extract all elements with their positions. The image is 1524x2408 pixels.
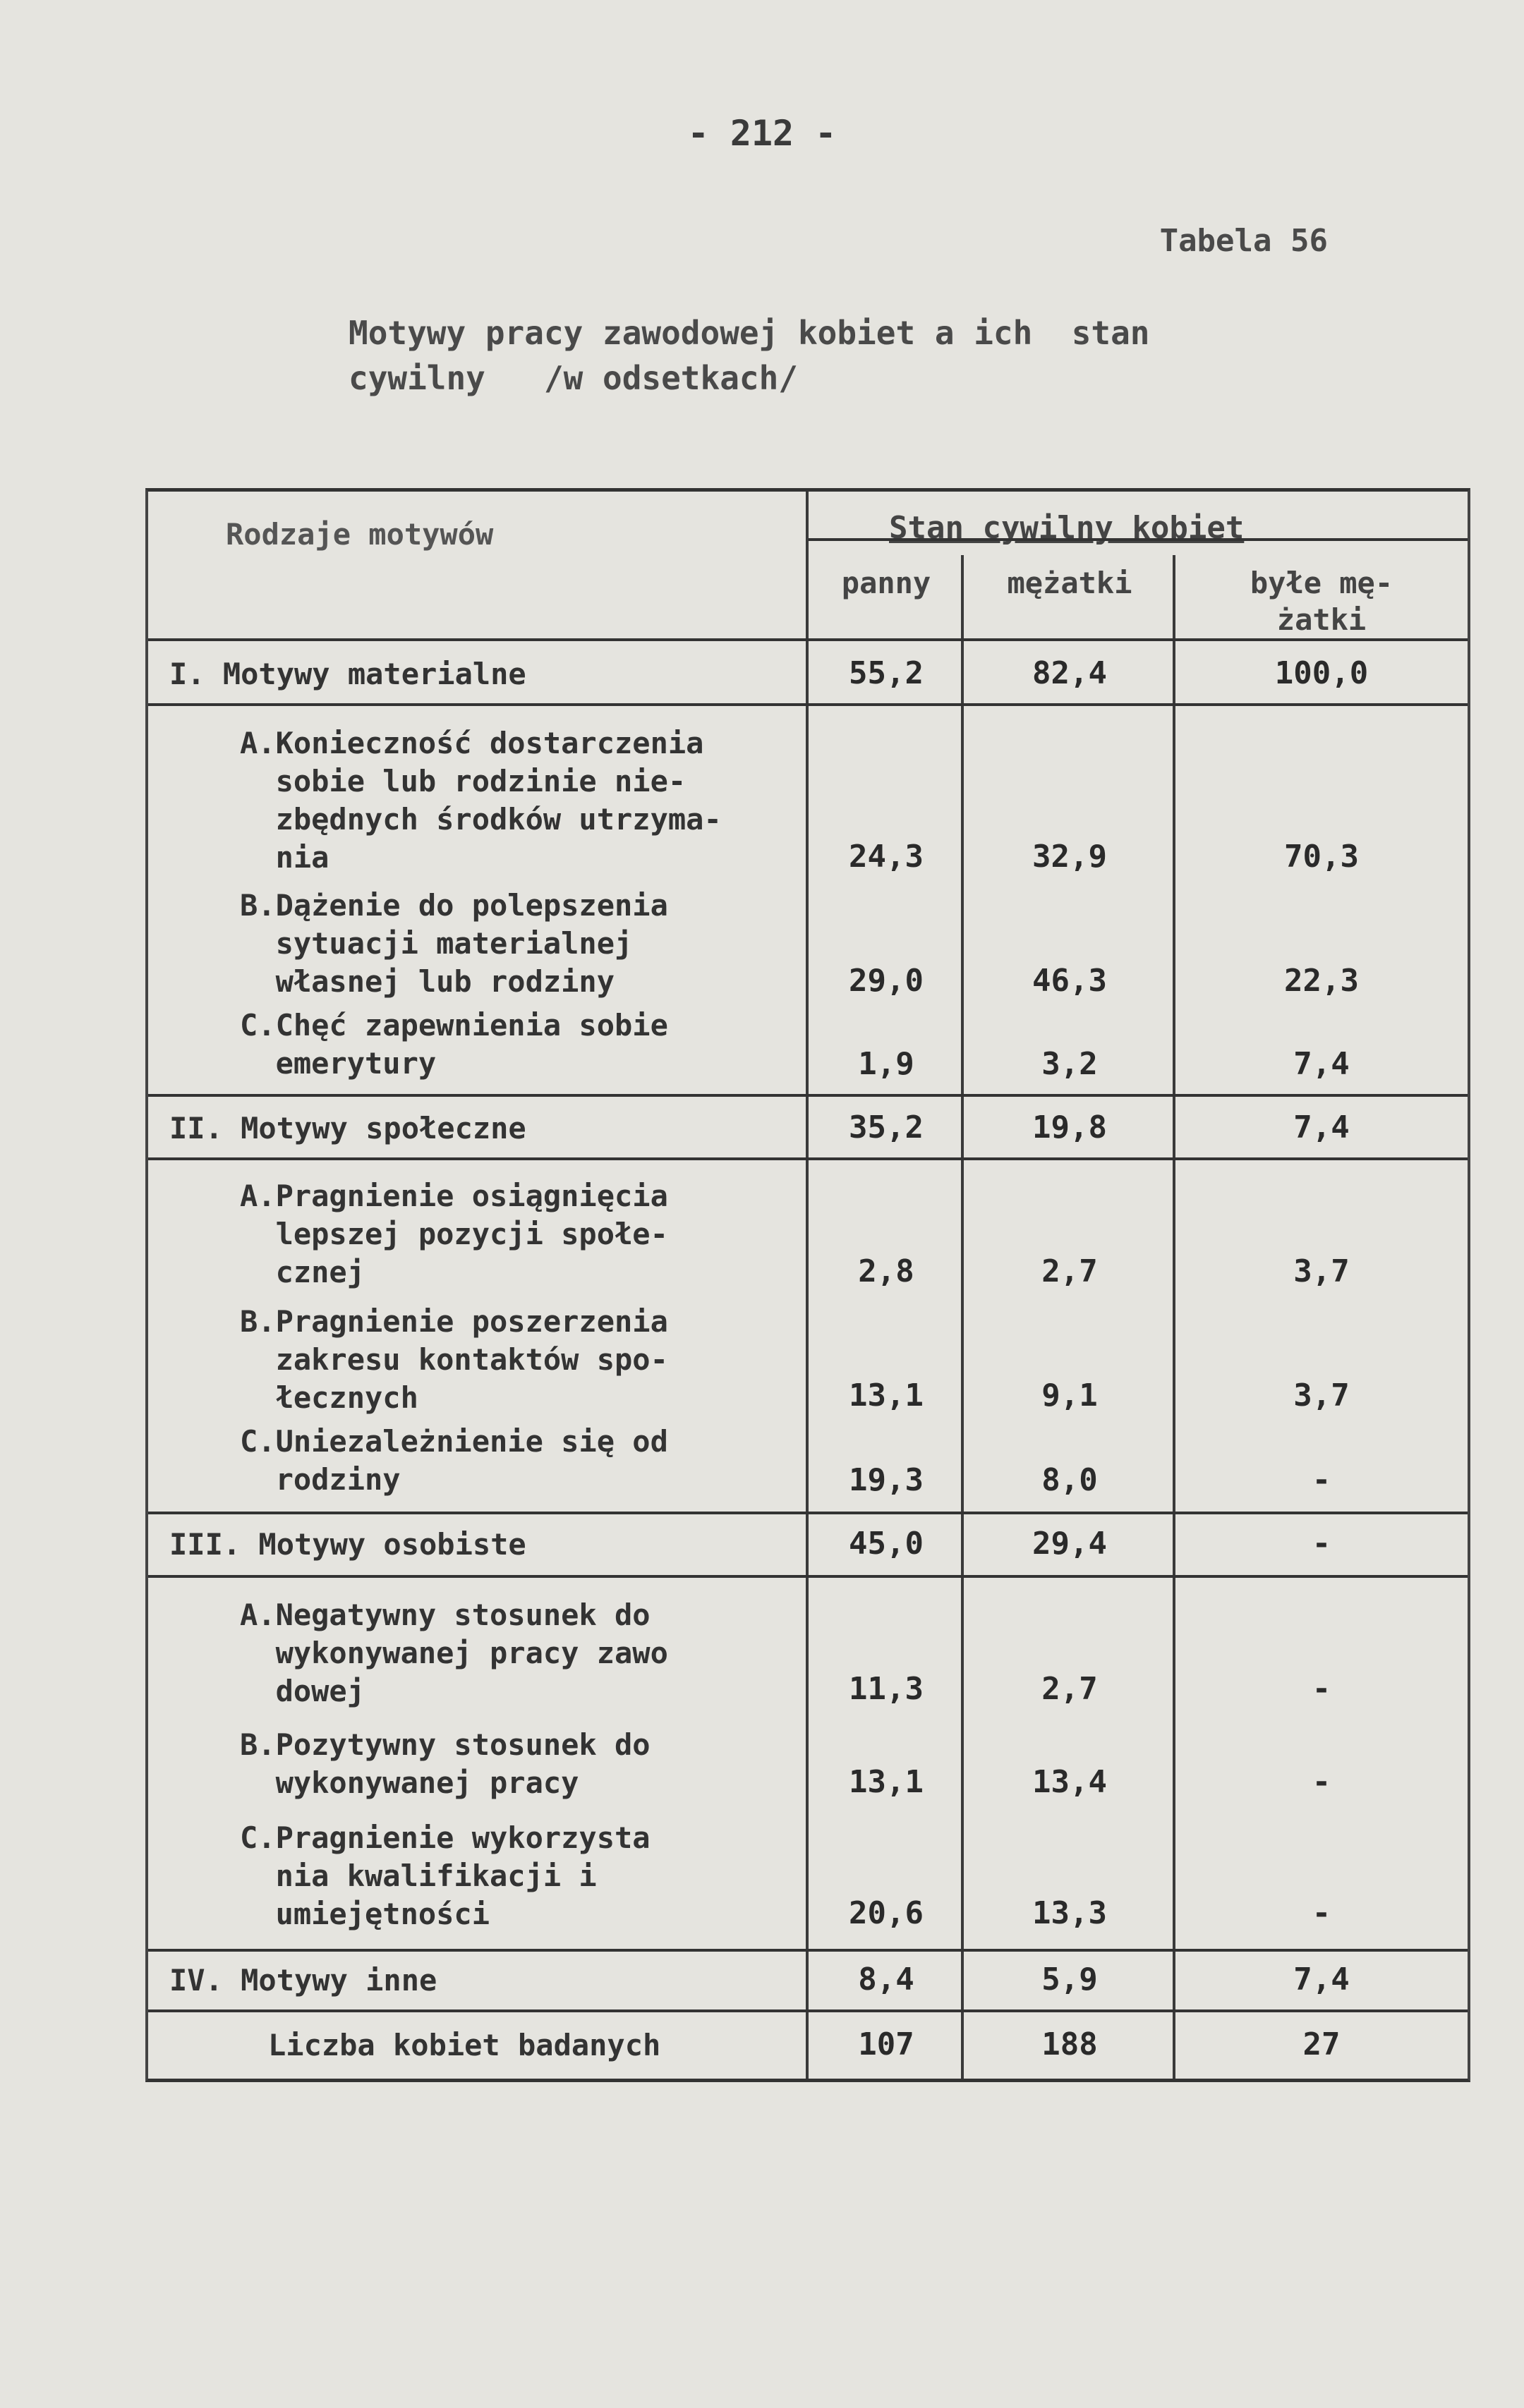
label-line: własnej lub rodziny [240,964,615,999]
row-label-materialne: I. Motywy materialne [169,657,526,691]
cell-value: 5,9 [1041,1962,1098,1997]
label-line: nia kwalifikacji i [240,1859,597,1893]
row-label-2c [240,1423,668,1499]
cell-value: 29,0 [849,963,924,999]
label-line: B.Dążenie do polepszenia [240,888,668,923]
cell-value: 32,9 [1032,839,1107,875]
row-label-spoleczne: II. Motywy społeczne [169,1111,526,1145]
cell-value: 188 [1041,2026,1098,2062]
label-line: C.Uniezależnienie się od [240,1424,668,1459]
cell-value: 46,3 [1032,963,1107,999]
row-divider [148,1949,1468,1952]
cell-value: 29,4 [1032,1526,1107,1562]
label-line: nia [240,840,329,875]
header-panny: panny [841,566,931,600]
label-line: cznej [240,1255,365,1289]
cell-value: 7,4 [1293,1109,1350,1145]
cell-value: 13,4 [1032,1764,1107,1800]
row-label-inne: IV. Motywy inne [169,1963,437,1997]
row-divider [148,703,1468,706]
cell-value: 82,4 [1032,655,1107,691]
cell-value: 19,3 [849,1462,924,1498]
header-byle-line-1: byłe mę- [1250,566,1393,600]
column-divider [961,555,964,2079]
data-table [145,488,1470,2082]
label-line: emerytury [240,1046,437,1081]
cell-value: 35,2 [849,1109,924,1145]
label-line: zakresu kontaktów spo- [240,1342,668,1377]
row-label-liczba-kobiet: Liczba kobiet badanych [268,2028,661,2062]
cell-value: 107 [858,2026,914,2062]
label-line: łecznych [240,1380,418,1415]
table-caption [349,310,1336,401]
cell-value: 55,2 [849,655,924,691]
row-divider [148,2009,1468,2012]
row-label-osobiste: III. Motywy osobiste [169,1527,526,1562]
row-label-3c [240,1819,651,1933]
cell-value: 13,1 [849,1378,924,1413]
row-label-1b [240,887,668,1001]
row-label-1a [240,724,722,877]
label-line: A.Pragnienie osiągnięcia [240,1179,668,1213]
cell-value: 2,7 [1041,1253,1098,1289]
cell-value: - [1312,1895,1331,1931]
label-line: B.Pozytywny stosunek do [240,1727,651,1762]
page-number: - 212 - [687,113,837,154]
cell-value: 3,2 [1041,1046,1098,1082]
cell-value: - [1312,1764,1331,1800]
cell-value: 7,4 [1293,1962,1350,1997]
cell-value: 2,7 [1041,1671,1098,1707]
label-line: zbędnych środków utrzyma- [240,802,722,837]
header-mezatki: mężatki [1007,566,1132,600]
table-number: Tabela 56 [1159,223,1328,259]
row-label-3b [240,1726,651,1802]
label-line: wykonywanej pracy [240,1765,579,1800]
header-stan-cywilny: Stan cywilny kobiet [889,510,1245,546]
column-divider [1173,555,1175,2079]
row-label-3a [240,1596,668,1710]
cell-value: - [1312,1462,1331,1498]
cell-value: 9,1 [1041,1378,1098,1413]
cell-value: 24,3 [849,839,924,875]
label-line: sobie lub rodzinie nie- [240,764,687,798]
cell-value: 22,3 [1284,963,1359,999]
label-line: dowej [240,1674,365,1708]
cell-value: 1,9 [858,1046,914,1082]
cell-value: 13,1 [849,1764,924,1800]
label-line: C.Chęć zapewnienia sobie [240,1008,668,1042]
cell-value: 7,4 [1293,1046,1350,1082]
row-label-1c [240,1007,668,1083]
label-line: B.Pragnienie poszerzenia [240,1304,668,1339]
cell-value: - [1312,1671,1331,1707]
label-line: rodziny [240,1462,401,1497]
cell-value: 8,0 [1041,1462,1098,1498]
header-rodzaje: Rodzaje motywów [226,517,494,552]
label-line: sytuacji materialnej [240,926,633,961]
caption-line-2: cywilny /w odsetkach/ [349,359,798,397]
row-divider [148,1512,1468,1514]
cell-value: 3,7 [1293,1378,1350,1413]
row-divider [148,1094,1468,1097]
cell-value: 2,8 [858,1253,914,1289]
row-divider [148,638,1468,641]
label-line: A.Negatywny stosunek do [240,1598,651,1632]
cell-value: 13,3 [1032,1895,1107,1931]
cell-value: 20,6 [849,1895,924,1931]
cell-value: 70,3 [1284,839,1359,875]
cell-value: 19,8 [1032,1109,1107,1145]
row-label-2a [240,1177,668,1291]
header-byle-mezatki [1175,565,1468,638]
header-divider [809,538,1468,541]
row-label-2b [240,1303,668,1417]
label-line: wykonywanej pracy zawo [240,1636,668,1670]
row-divider [148,1575,1468,1578]
cell-value: - [1312,1526,1331,1562]
caption-line-1: Motywy pracy zawodowej kobiet a ich stan [349,314,1150,352]
row-divider [148,1157,1468,1160]
label-line: lepszej pozycji społe- [240,1217,668,1251]
cell-value: 100,0 [1274,655,1369,691]
cell-value: 3,7 [1293,1253,1350,1289]
label-line: C.Pragnienie wykorzysta [240,1820,651,1855]
label-line: umiejętności [240,1897,490,1931]
cell-value: 45,0 [849,1526,924,1562]
header-byle-line-2: żatki [1276,602,1367,637]
cell-value: 27 [1302,2026,1341,2062]
label-line: A.Konieczność dostarczenia [240,726,704,760]
cell-value: 11,3 [849,1671,924,1707]
cell-value: 8,4 [858,1962,914,1997]
